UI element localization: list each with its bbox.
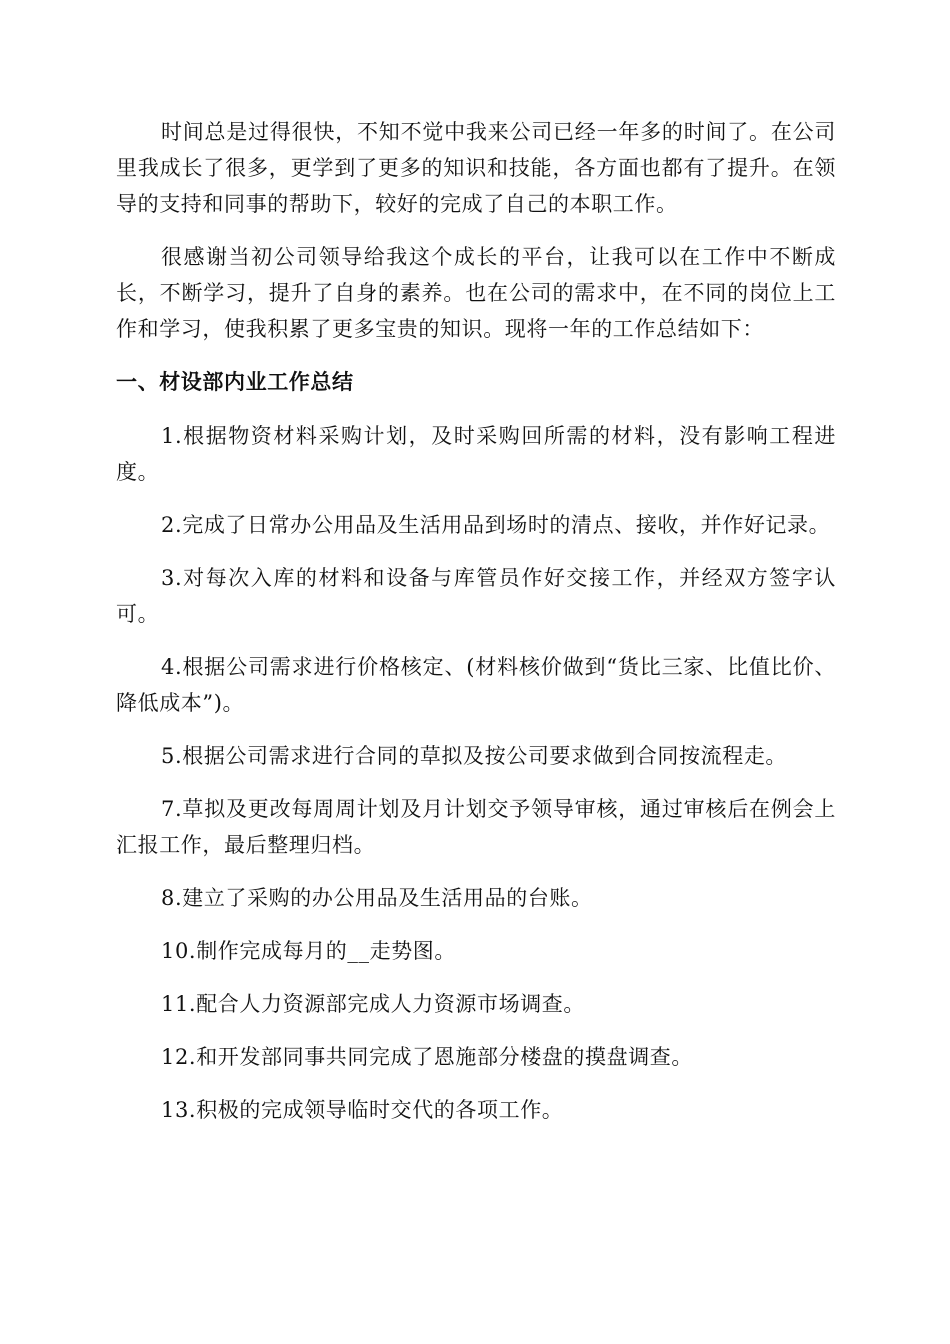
list-item: 12.和开发部同事共同完成了恩施部分楼盘的摸盘调查。 <box>161 1045 693 1069</box>
intro-paragraph-2: 很感谢当初公司领导给我这个成长的平台，让我可以在工作中不断成长，不断学习，提升了自身的素养。也在公司的需求中，在不同的岗位上工作和学习，使我积累了更多宝贵的知识。现将一年的工作总结如下： <box>116 245 836 341</box>
list-item: 1.根据物资材料采购计划，及时采购回所需的材料，没有影响工程进度。 <box>116 424 836 484</box>
intro-paragraph-1: 时间总是过得很快，不知不觉中我来公司已经一年多的时间了。在公司里我成长了很多，更学到了更多的知识和技能，各方面也都有了提升。在领导的支持和同事的帮助下，较好的完成了自己的本职工作。 <box>116 120 836 216</box>
list-item: 4.根据公司需求进行价格核定、(材料核价做到“货比三家、比值比价、降低成本”)。 <box>116 655 836 715</box>
list-item: 3.对每次入库的材料和设备与库管员作好交接工作，并经双方签字认可。 <box>116 566 836 626</box>
list-item: 2.完成了日常办公用品及生活用品到场时的清点、接收，并作好记录。 <box>161 513 831 537</box>
list-item: 10.制作完成每月的__走势图。 <box>161 939 456 963</box>
list-item: 5.根据公司需求进行合同的草拟及按公司要求做到合同按流程走。 <box>161 744 788 768</box>
list-item: 8.建立了采购的办公用品及生活用品的台账。 <box>161 886 593 910</box>
list-item: 11.配合人力资源部完成人力资源市场调查。 <box>161 992 585 1016</box>
document-page <box>116 114 836 1145</box>
list-item: 13.积极的完成领导临时交代的各项工作。 <box>161 1098 564 1122</box>
section-heading: 一、材设部内业工作总结 <box>116 370 354 394</box>
list-item: 7.草拟及更改每周周计划及月计划交予领导审核，通过审核后在例会上汇报工作，最后整理归档。 <box>116 797 836 857</box>
